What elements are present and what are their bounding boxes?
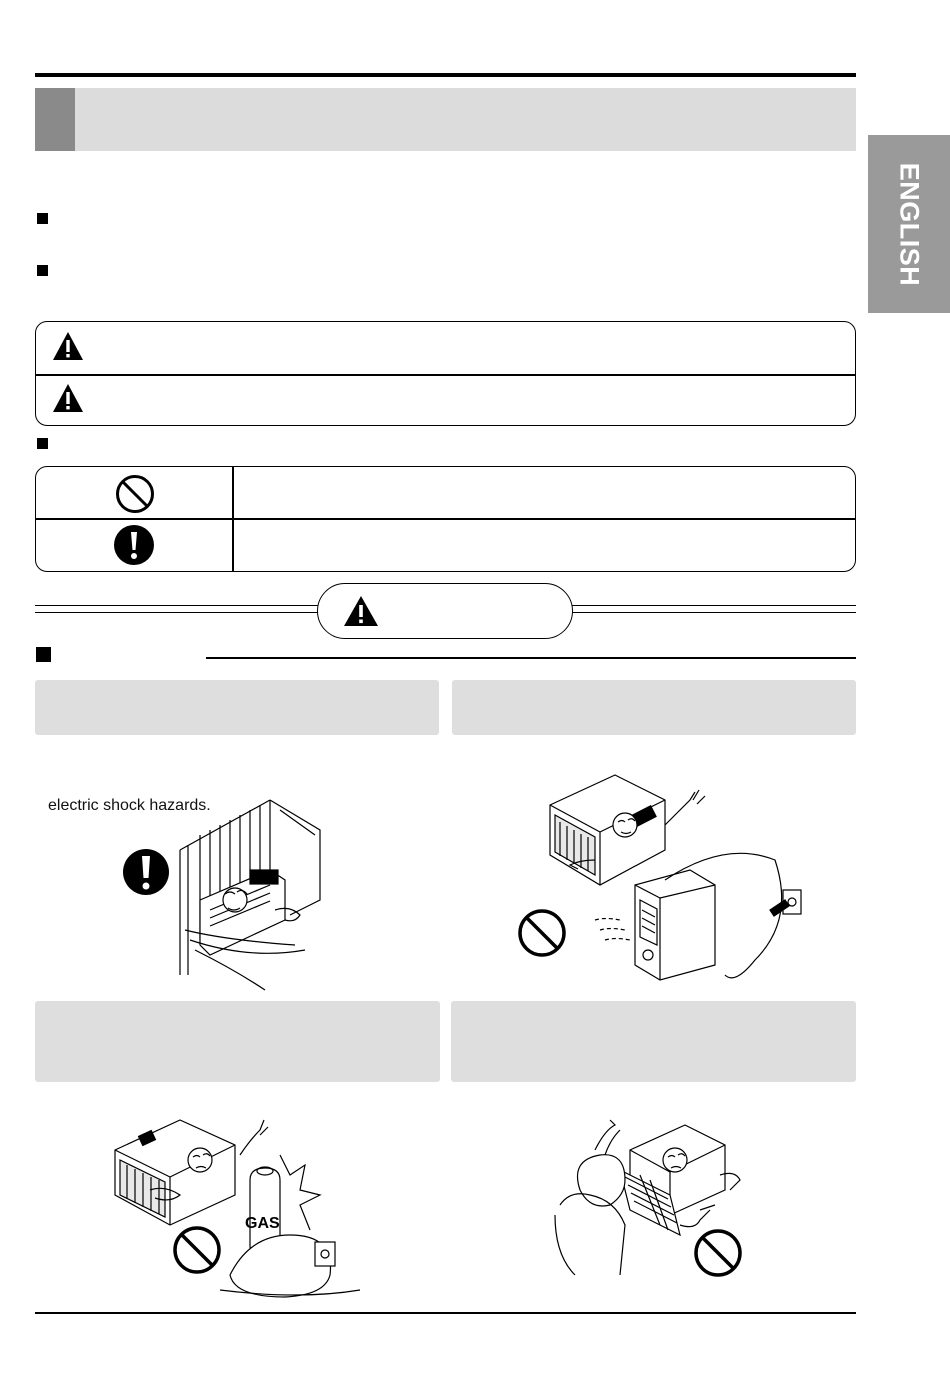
symbols-box bbox=[35, 466, 856, 572]
bullet-2 bbox=[37, 265, 48, 276]
instruction-panel-3 bbox=[35, 1001, 440, 1082]
instruction-panel-4 bbox=[451, 1001, 856, 1082]
illustration-1-caption: electric shock hazards. bbox=[48, 797, 211, 814]
prohibited-icon bbox=[115, 474, 155, 514]
section-title-marker bbox=[35, 88, 75, 151]
section-title-bar bbox=[35, 88, 856, 151]
gas-tank-label: GAS bbox=[245, 1215, 280, 1232]
prohibited-icon bbox=[520, 911, 564, 955]
caution-triangle-icon bbox=[52, 383, 84, 413]
language-tab-label: ENGLISH bbox=[894, 162, 925, 286]
bullet-3 bbox=[37, 438, 48, 449]
language-tab[interactable] bbox=[868, 135, 950, 313]
illustration-gas-tank-near-unit bbox=[110, 1115, 360, 1305]
warning-caution-box bbox=[35, 321, 856, 426]
illustration-heater-near-unit bbox=[515, 770, 815, 985]
warning-heading-pill bbox=[317, 583, 573, 639]
warning-rule-left bbox=[35, 605, 318, 613]
instruction-panel-2 bbox=[452, 680, 856, 735]
warning-triangle-icon bbox=[343, 595, 379, 627]
instruction-panel-1 bbox=[35, 680, 439, 735]
illustration-person-lifting-unit bbox=[550, 1115, 750, 1285]
warning-rule-right bbox=[571, 605, 856, 613]
section-marker bbox=[36, 647, 51, 662]
bottom-rule bbox=[35, 1312, 856, 1314]
top-rule bbox=[35, 73, 856, 77]
bullet-1 bbox=[37, 213, 48, 224]
section-underline bbox=[206, 657, 856, 659]
warning-triangle-icon bbox=[52, 331, 84, 361]
exclamation-icon bbox=[113, 524, 155, 566]
illustration-window-unit-plug bbox=[110, 790, 340, 990]
prohibited-icon bbox=[175, 1228, 219, 1272]
prohibited-icon bbox=[696, 1231, 740, 1275]
